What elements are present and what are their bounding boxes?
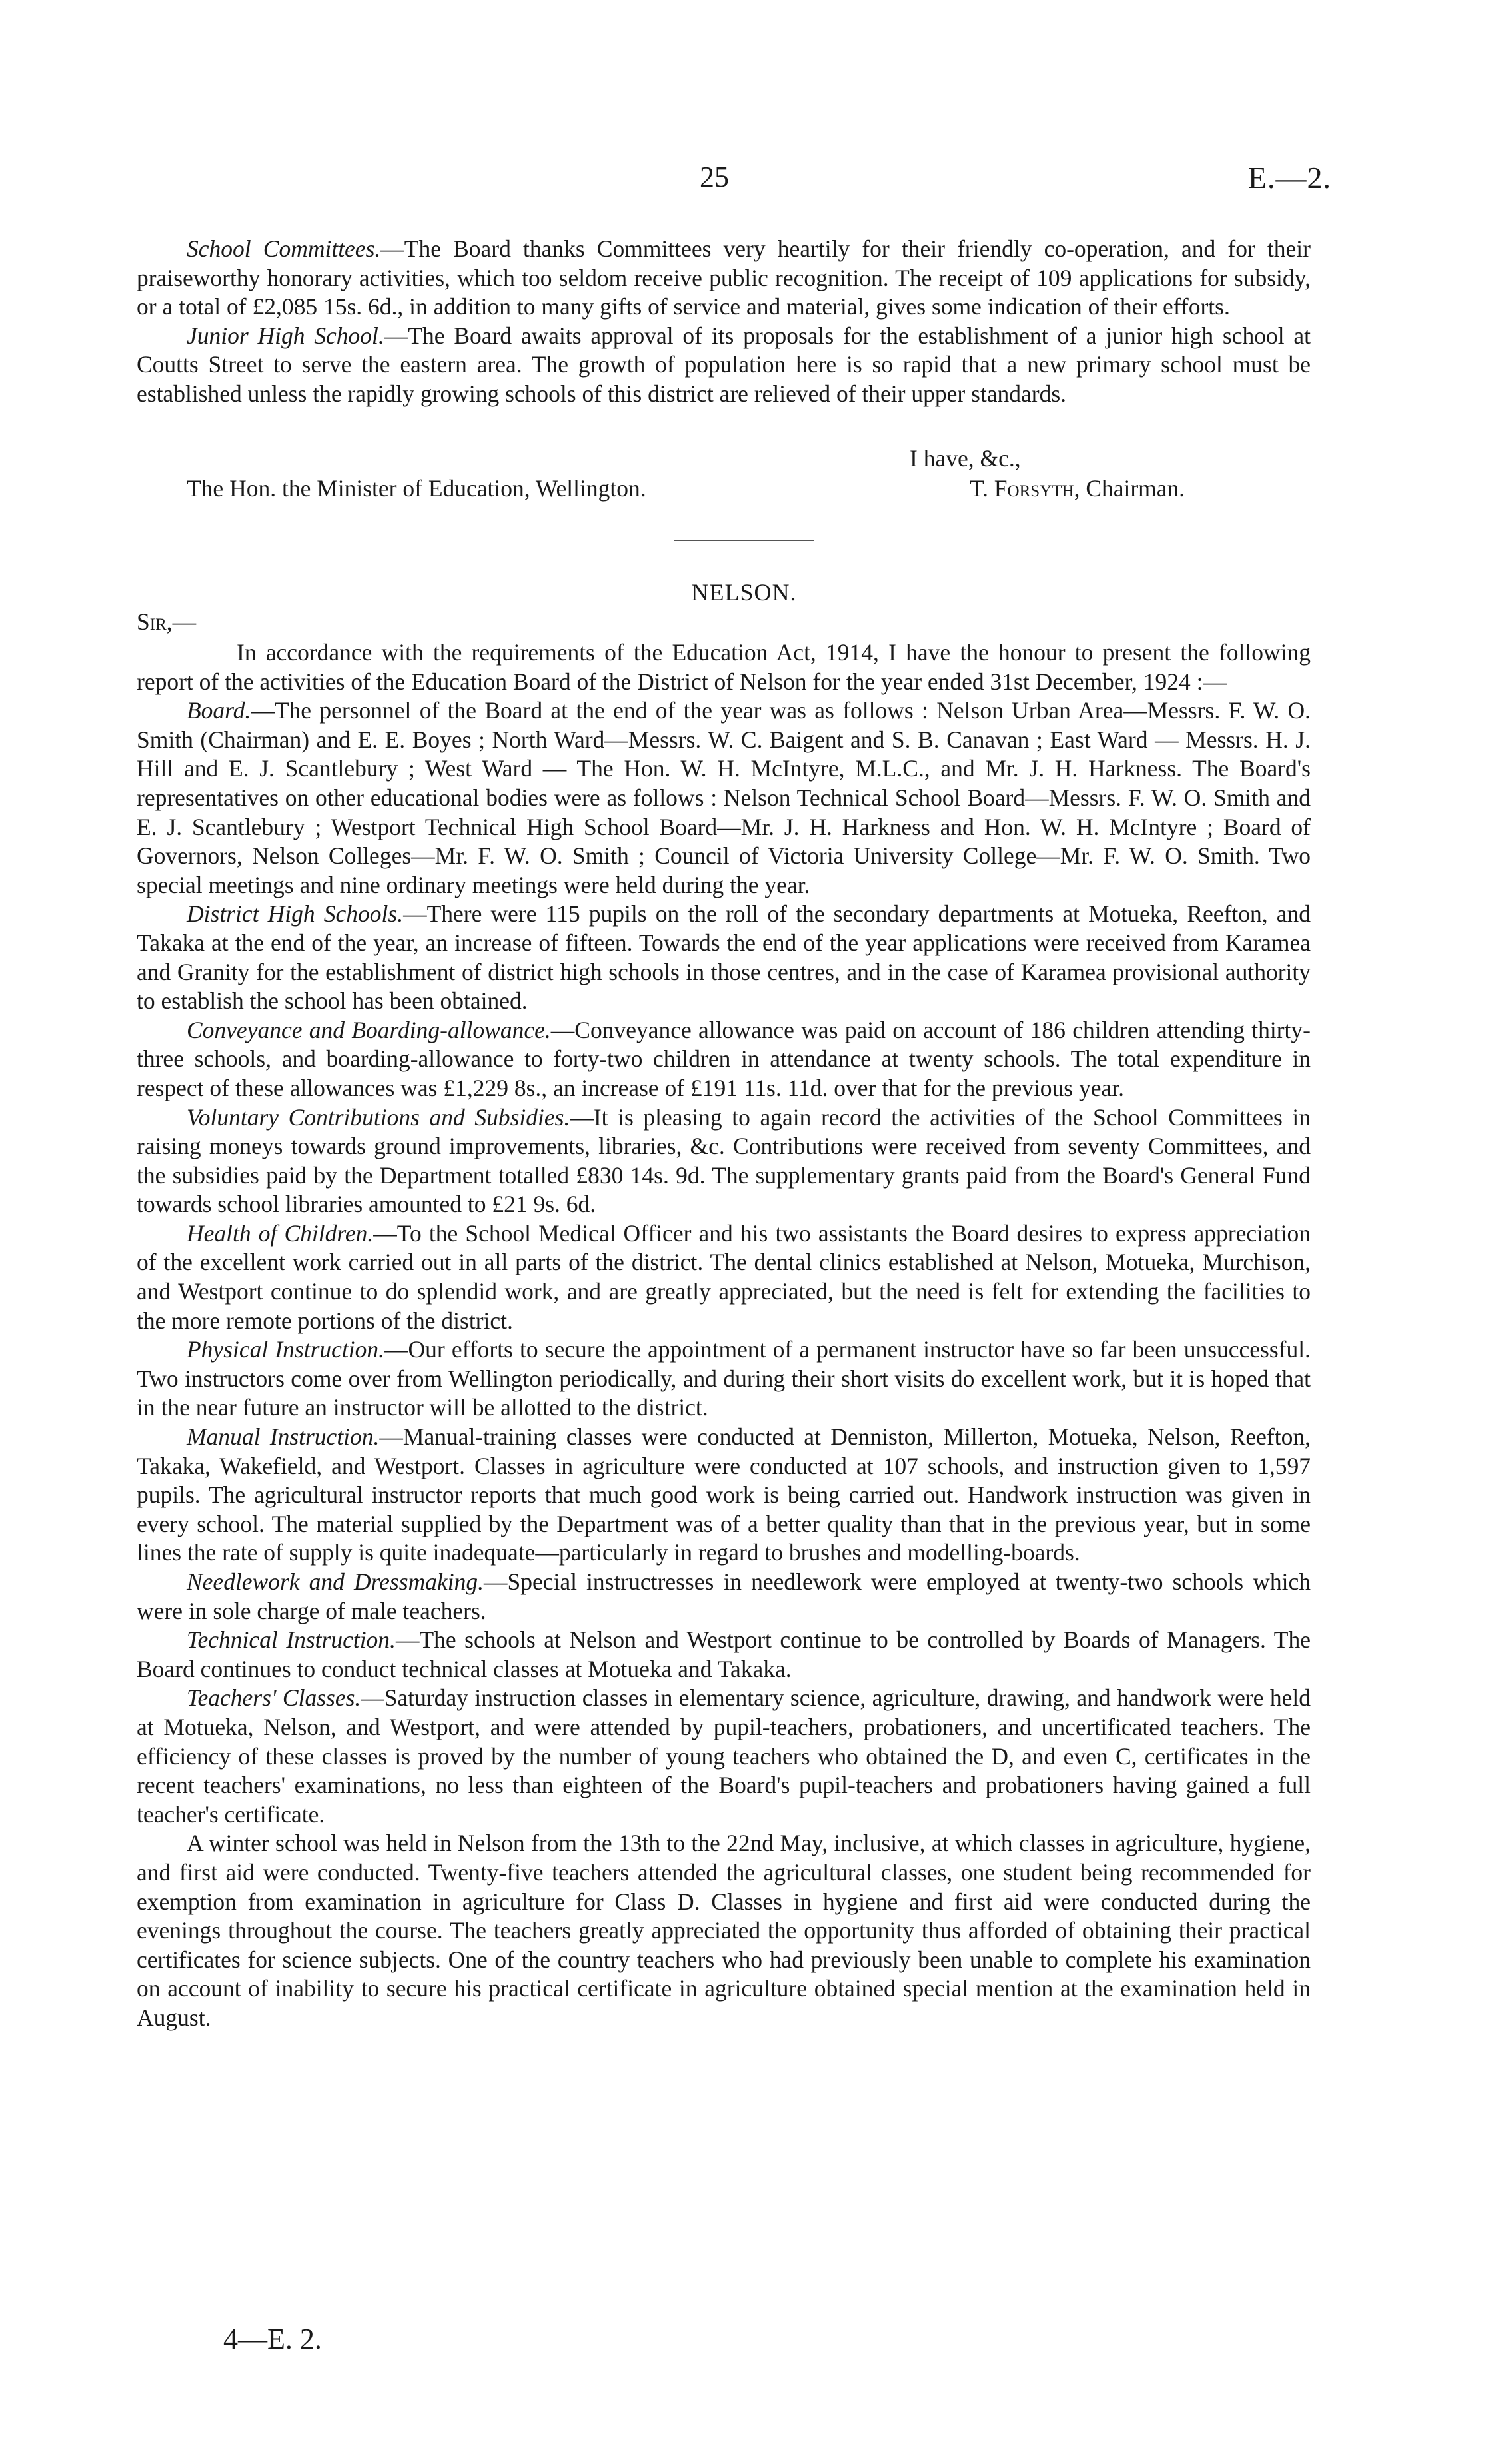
paragraph-heading: Voluntary Contributions and Subsidies. (187, 1103, 570, 1131)
section-divider (674, 540, 814, 541)
page-number: 25 (700, 161, 729, 193)
paragraph-heading: Health of Children. (187, 1219, 374, 1247)
paragraph-needlework (137, 1568, 1311, 1626)
paragraph-technical-instruction (137, 1626, 1311, 1684)
paragraph-health (137, 1219, 1311, 1335)
paragraph-text: —Saturday instruction classes in elementary science, agriculture, drawing, and handwork were held at Motueka, Nelson, and Westport, and were attended by pupil-teachers, probationers, and uncertificated teachers. The efficiency of these classes is proved by the number of young teachers who obtained the D, and even C, certificates in the recent teachers' examinations, no less than eighteen of the Board's pupil-teachers and probationers having gained a full teacher's certificate. (137, 1684, 1311, 1828)
paragraph-voluntary-contributions (137, 1103, 1311, 1219)
top-section-body (137, 235, 1311, 409)
paragraph-district-high-schools (137, 900, 1311, 1015)
document-code: E.—2. (1247, 161, 1331, 195)
closing-phrase: I have, &c., (910, 445, 1021, 472)
salutation: Sir,— (137, 608, 197, 635)
signature (970, 474, 1185, 502)
paragraph-text: —Conveyance allowance was paid on account of 186 children attending thirty-three schools, and boarding-allowance to forty-two children in attendance at twenty schools. The total expenditure in respect of these allowances was £1,229 8s., an increase of £191 11s. 11d. over that for the previous year. (137, 1016, 1311, 1101)
paragraph-text: —Special instructresses in needlework were employed at twenty-two schools which were in sole charge of male teachers. (137, 1568, 1311, 1624)
paragraph-text: —The personnel of the Board at the end of the year was as follows : Nelson Urban Area—Messrs. F. W. O. Smith (Chairman) and E. E. Boyes ; North Ward—Messrs. W. C. Baigent and S. B. Canavan ; East Ward — Messrs. H. J. Hill and E. J. Scantlebury ; West Ward — The Hon. W. H. McIntyre, M.L.C., and Mr. J. H. Harkness. The Board's representatives on other educational bodies were as follows : Nelson Technical School Board—Messrs. F. W. O. Smith and E. J. Scantlebury ; Westport Technical High School Board—Mr. J. H. Harkness and Hon. W. H. McIntyre ; Board of Governors, Nelson Colleges—Mr. F. W. O. Smith ; Council of Victoria University College—Mr. F. W. O. Smith. Two special meetings and nine ordinary meetings were held during the year. (137, 697, 1311, 898)
paragraph-text: A winter school was held in Nelson from the 13th to the 22nd May, inclusive, at which classes in agriculture, hygiene, and first aid were conducted. Twenty-five teachers attended the agricultural classes, one student being recommended for exemption from examination in agriculture for Class D. Classes in hygiene and first aid were conducted during the evenings throughout the course. The teachers greatly appreciated the opportunity thus afforded of obtaining their practical certificates for science subjects. One of the country teachers who had previously been unable to complete his examination on account of inability to secure his practical certificate in agriculture obtained special mention at the examination held in August. (137, 1830, 1311, 2031)
paragraph-heading: Teachers' Classes. (187, 1684, 361, 1712)
paragraph-heading: Board. (187, 697, 251, 724)
paragraph-text: —Our efforts to secure the appointment of a permanent instructor have so far been unsuccessful. Two instructors come over from Wellington periodically, and during their short visits do excellent work, but it is hoped that in the near future an instructor will be allotted to the district. (137, 1336, 1311, 1421)
paragraph-heading: Manual Instruction. (187, 1423, 380, 1451)
paragraph-heading: Physical Instruction. (187, 1336, 385, 1363)
signer-title: , Chairman. (1074, 475, 1185, 502)
paragraph-heading: Junior High School. (187, 322, 384, 349)
paragraph-manual-instruction (137, 1423, 1311, 1568)
paragraph-junior-high-school (137, 322, 1311, 409)
paragraph-physical-instruction (137, 1335, 1311, 1423)
paragraph-text: —The schools at Nelson and Westport continue to be controlled by Boards of Managers. The Board continues to conduct technical classes at Motueka and Takaka. (137, 1626, 1311, 1682)
paragraph-text: —It is pleasing to again record the activities of the School Committees in raising moneys towards ground improvements, libraries, &c. Contributions were received from seventy Committees, and the subsidies paid by the Department totalled £830 14s. 9d. The supplementary grants paid from the Board's General Fund towards school libraries amounted to £21 9s. 6d. (137, 1103, 1311, 1218)
nelson-report-body (137, 638, 1311, 2033)
paragraph-heading: Needlework and Dressmaking. (187, 1568, 484, 1595)
paragraph-heading: District High Schools. (187, 900, 404, 927)
paragraph-text: —The Board awaits approval of its proposals for the establishment of a junior high school at Coutts Street to serve the eastern area. The growth of population here is so rapid that a new primary school must be established unless the rapidly growing schools of this district are relieved of their upper standards. (137, 322, 1311, 407)
paragraph-conveyance (137, 1016, 1311, 1103)
paragraph-heading: School Committees. (187, 235, 381, 262)
paragraph-text: —The Board thanks Committees very heartily for their friendly co-operation, and for their praiseworthy honorary activities, which too seldom receive public recognition. The receipt of 109 applications for subsidy, or a total of £2,085 15s. 6d., in addition to many gifts of service and material, gives some indication of their efforts. (137, 235, 1311, 320)
paragraph-teachers-classes (137, 1684, 1311, 1829)
section-title: NELSON. (691, 579, 797, 606)
signature-mark: 4—E. 2. (223, 2323, 322, 2355)
paragraph-text: —To the School Medical Officer and his two assistants the Board desires to express appreciation of the excellent work carried out in all parts of the district. The dental clinics established at Nelson, Motueka, Murchison, and Westport continue to do splendid work, and are greatly appreciated, but the need is felt for extending the facilities to the more remote portions of the district. (137, 1219, 1311, 1334)
paragraph-heading: Conveyance and Boarding-allowance. (187, 1016, 551, 1043)
paragraph-winter-school (137, 1829, 1311, 2032)
paragraph-heading: Technical Instruction. (187, 1626, 396, 1654)
paragraph-text: —Manual-training classes were conducted at Denniston, Millerton, Motueka, Nelson, Reefton, Takaka, Wakefield, and Westport. Classes in agriculture were conducted at 107 schools, and instruction given to 1,597 pupils. The agricultural instructor reports that much good work is being carried out. Handwork instruction was given in every school. The material supplied by the Department was of a better quality than that in the previous year, but in some lines the rate of supply is quite inadequate—particularly in regard to brushes and modelling-boards. (137, 1423, 1311, 1566)
paragraph-text: —There were 115 pupils on the roll of the secondary departments at Motueka, Reefton, and Takaka at the end of the year, an increase of fifteen. Towards the end of the year applications were received from Karamea and Granity for the establishment of district high schools in those centres, and in the case of Karamea provisional authority to establish the school has been obtained. (137, 900, 1311, 1015)
addressee: The Hon. the Minister of Education, Wellington. (187, 475, 646, 502)
paragraph-board (137, 696, 1311, 900)
signer-name: T. Forsyth (970, 475, 1074, 502)
paragraph-school-committees (137, 235, 1311, 322)
paragraph-intro: In accordance with the requirements of the Education Act, 1914, I have the honour to present the following report of the activities of the Education Board of the District of Nelson for the year ended 31st December, 1924 :— (137, 639, 1311, 695)
